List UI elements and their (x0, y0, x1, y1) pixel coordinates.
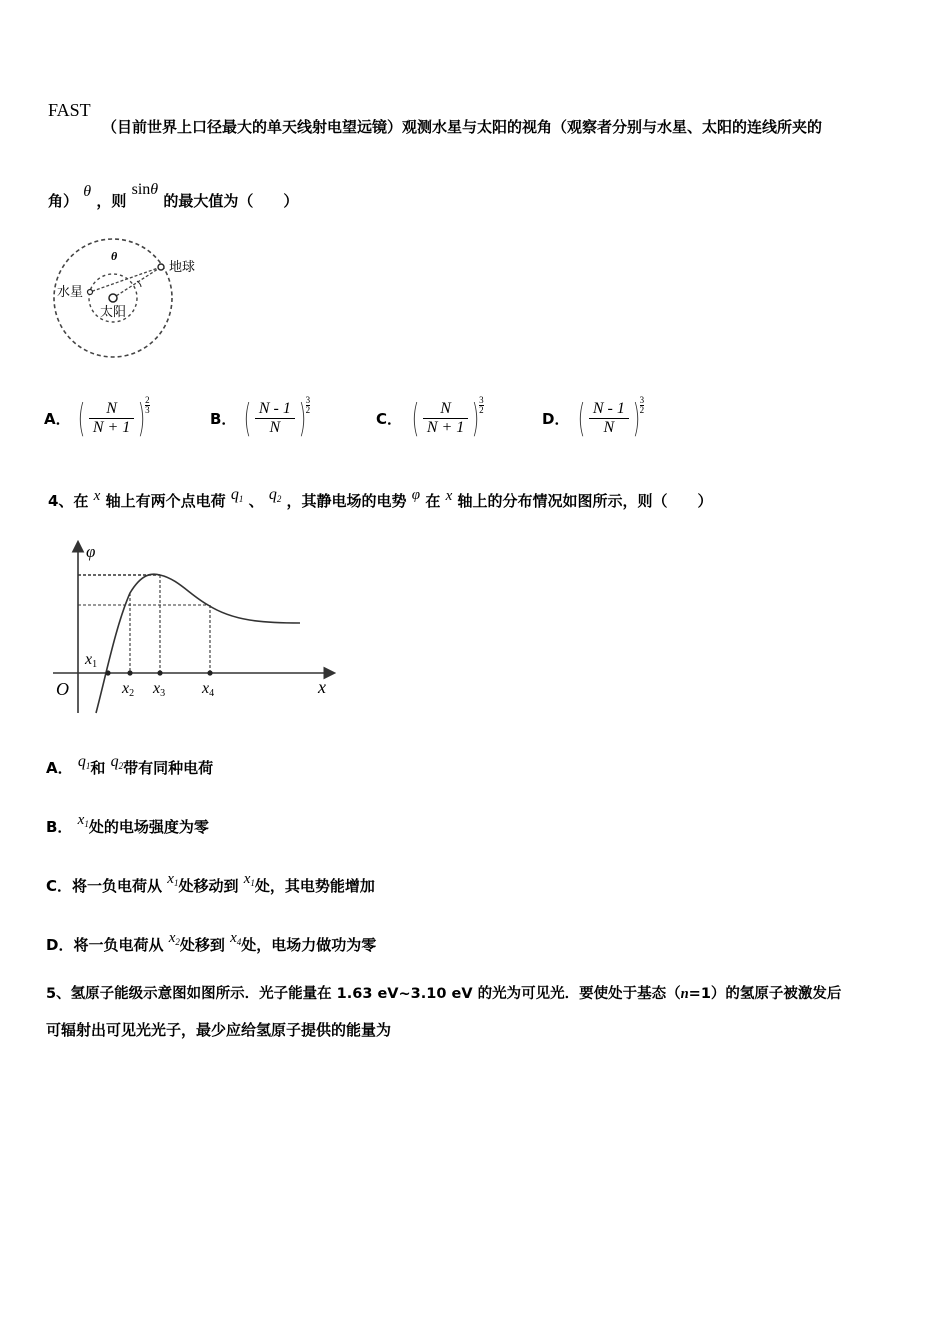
sun-label: 太阳 (100, 305, 127, 320)
option-b (210, 396, 310, 440)
option-d (542, 396, 644, 440)
option-text-c: 处，其电势能增加 (254, 877, 375, 895)
denominator: N (269, 418, 281, 436)
fraction (255, 400, 295, 437)
option-text-a: 将一负电荷从 (73, 936, 164, 954)
mercury-dot (88, 290, 93, 295)
option-letter: B． (210, 409, 237, 428)
x-letter: x (77, 812, 85, 828)
potential-graph (48, 535, 348, 720)
option-a (44, 396, 150, 440)
x3-sub: 3 (160, 688, 166, 699)
exponent (479, 396, 484, 415)
q-sub: 1 (85, 761, 91, 771)
q-sub: 2 (118, 761, 124, 771)
q4-option-d (46, 930, 377, 955)
exp-num: 3 (639, 395, 645, 405)
denominator: N + 1 (426, 418, 465, 436)
option-letter: D． (542, 409, 570, 428)
x2-sub: 2 (129, 688, 135, 699)
paren-right: ) (632, 396, 640, 440)
exp-num: 3 (479, 395, 484, 405)
exponent (640, 396, 645, 415)
option-letter: A． (44, 409, 71, 428)
option-letter: D． (46, 936, 74, 954)
x-letter: x (168, 930, 176, 946)
option-text: 带有同种电荷 (123, 759, 214, 777)
q4-stem-d: 在 (425, 492, 441, 510)
option-letter: C． (46, 877, 73, 895)
q4-stem-a: 4、在 (48, 492, 89, 510)
x2-letter: x (122, 680, 130, 697)
fraction (89, 400, 134, 437)
sin-theta (132, 181, 159, 198)
q-sub: 2 (276, 494, 282, 504)
x3-label (152, 680, 165, 699)
q4-stem-b: 轴上有两个点电荷 (105, 492, 226, 510)
q-letter: q (230, 486, 239, 503)
option-letter: C． (376, 409, 403, 428)
x-symbol: x (93, 488, 101, 504)
x-sub: 1 (173, 878, 179, 888)
numerator: N - 1 (255, 400, 295, 419)
x-sub: 1 (250, 878, 255, 888)
exp-den: 2 (305, 405, 311, 415)
phi-symbol: φ (411, 487, 421, 503)
option-text-b: 处移到 (179, 936, 225, 954)
x-letter: x (243, 871, 251, 887)
sin-text: sin (131, 181, 151, 198)
fraction (589, 400, 629, 437)
x-letter: x (230, 930, 237, 946)
numerator: N (423, 400, 468, 419)
q-letter: q (110, 753, 119, 770)
origin-label: O (56, 679, 69, 699)
fraction (423, 400, 468, 437)
exp-den: 2 (639, 405, 645, 415)
q5-line1-b: =1）的氢原子被激发后 (688, 986, 842, 1002)
x-sub: 2 (175, 937, 180, 947)
q5-line2: 可辐射出可见光光子，最少应给氢原子提供的能量为 (46, 1021, 392, 1039)
q3-line2-c: 的最大值为（ ） (163, 192, 299, 210)
x1-label (84, 651, 97, 670)
x2-symbol (169, 930, 180, 946)
q1-symbol (78, 753, 91, 770)
q3-line2-b: ，则 (96, 192, 127, 210)
exp-num: 3 (305, 395, 311, 405)
denominator: N (603, 418, 615, 436)
orbit-figure (45, 232, 225, 362)
option-letter: A． (46, 759, 73, 777)
q3-options (44, 396, 664, 456)
x1-point (105, 670, 110, 675)
earth-dot (158, 264, 164, 270)
x4-symbol (230, 930, 241, 946)
n-symbol: n (680, 986, 689, 1002)
x1-symbol (78, 812, 89, 828)
and-text: 和 (90, 759, 106, 777)
paren-left: ( (577, 396, 586, 440)
x-symbol-2: x (445, 488, 453, 504)
x1-symbol-2 (244, 871, 255, 887)
option-c (376, 396, 484, 440)
exponent (306, 396, 311, 415)
x2-label (121, 680, 134, 699)
exp-num: 2 (145, 395, 150, 405)
x1-symbol (167, 871, 178, 887)
option-text-a: 将一负电荷从 (72, 877, 163, 895)
mercury-label: 水星 (57, 285, 84, 300)
option-text-c: 处，电场力做功为零 (241, 936, 377, 954)
q4-stem-e: 轴上的分布情况如图所示，则（ ） (457, 492, 713, 510)
theta-label: θ (111, 249, 118, 263)
q-letter: q (77, 753, 86, 770)
q3-line2 (48, 181, 299, 211)
q-sub: 1 (238, 494, 244, 504)
fast-label: FAST (48, 100, 91, 120)
paren-left: ( (243, 396, 252, 440)
q3-line1: （目前世界上口径最大的单天线射电望远镜）观测水星与太阳的视角（观察者分别与水星、太阳的连线所夹的 (102, 118, 823, 136)
option-letter: B． (46, 818, 73, 836)
paren-right: ) (472, 396, 480, 440)
x4-label (201, 680, 214, 699)
q3-line2-a: 角） (48, 192, 79, 210)
q2-symbol (111, 753, 124, 770)
x1-sub: 1 (92, 659, 98, 670)
x4-letter: x (202, 680, 210, 697)
earth-label: 地球 (169, 260, 196, 275)
option-text: 处的电场强度为零 (88, 818, 209, 836)
exp-den: 3 (145, 405, 150, 415)
x-axis-label: x (318, 677, 326, 697)
x-letter: x (167, 871, 174, 887)
paren-right: ) (298, 396, 306, 440)
x3-letter: x (153, 680, 161, 697)
x4-sub: 4 (209, 688, 215, 699)
x-sub: 1 (84, 819, 89, 829)
q4-option-c (46, 871, 375, 896)
x4-point (207, 670, 212, 675)
exp-den: 2 (479, 405, 484, 415)
numerator: N - 1 (589, 400, 629, 419)
theta-symbol-2: θ (150, 181, 159, 198)
paren-left: ( (411, 396, 420, 440)
q2-symbol (269, 486, 282, 503)
q1-symbol (231, 486, 244, 503)
phi-axis-label: φ (86, 542, 96, 561)
paren-left: ( (77, 396, 86, 440)
sun-dot (109, 294, 117, 302)
q4-stem (48, 486, 713, 511)
option-text-b: 处移动到 (178, 877, 239, 895)
earth-mercury-line (90, 267, 161, 292)
theta-symbol: θ (83, 183, 92, 200)
x-sub: 4 (236, 937, 242, 947)
x2-point (127, 670, 132, 675)
q4-option-a (46, 753, 214, 778)
denominator: N + 1 (92, 418, 131, 436)
q5-line1-a: 5、氢原子能级示意图如图所示．光子能量在 1.63 eV~3.10 eV 的光为可见光．要使处于基态（ (46, 986, 681, 1002)
x1-letter: x (85, 651, 93, 668)
q4-sep: 、 (248, 492, 264, 510)
q4-option-b (46, 812, 209, 837)
paren-right: ) (138, 396, 146, 440)
x3-point (157, 670, 162, 675)
q-letter: q (268, 486, 277, 503)
exponent (145, 396, 150, 415)
numerator: N (89, 400, 134, 419)
q4-stem-c: ，其静电场的电势 (286, 492, 407, 510)
q5-line1 (46, 982, 841, 1003)
